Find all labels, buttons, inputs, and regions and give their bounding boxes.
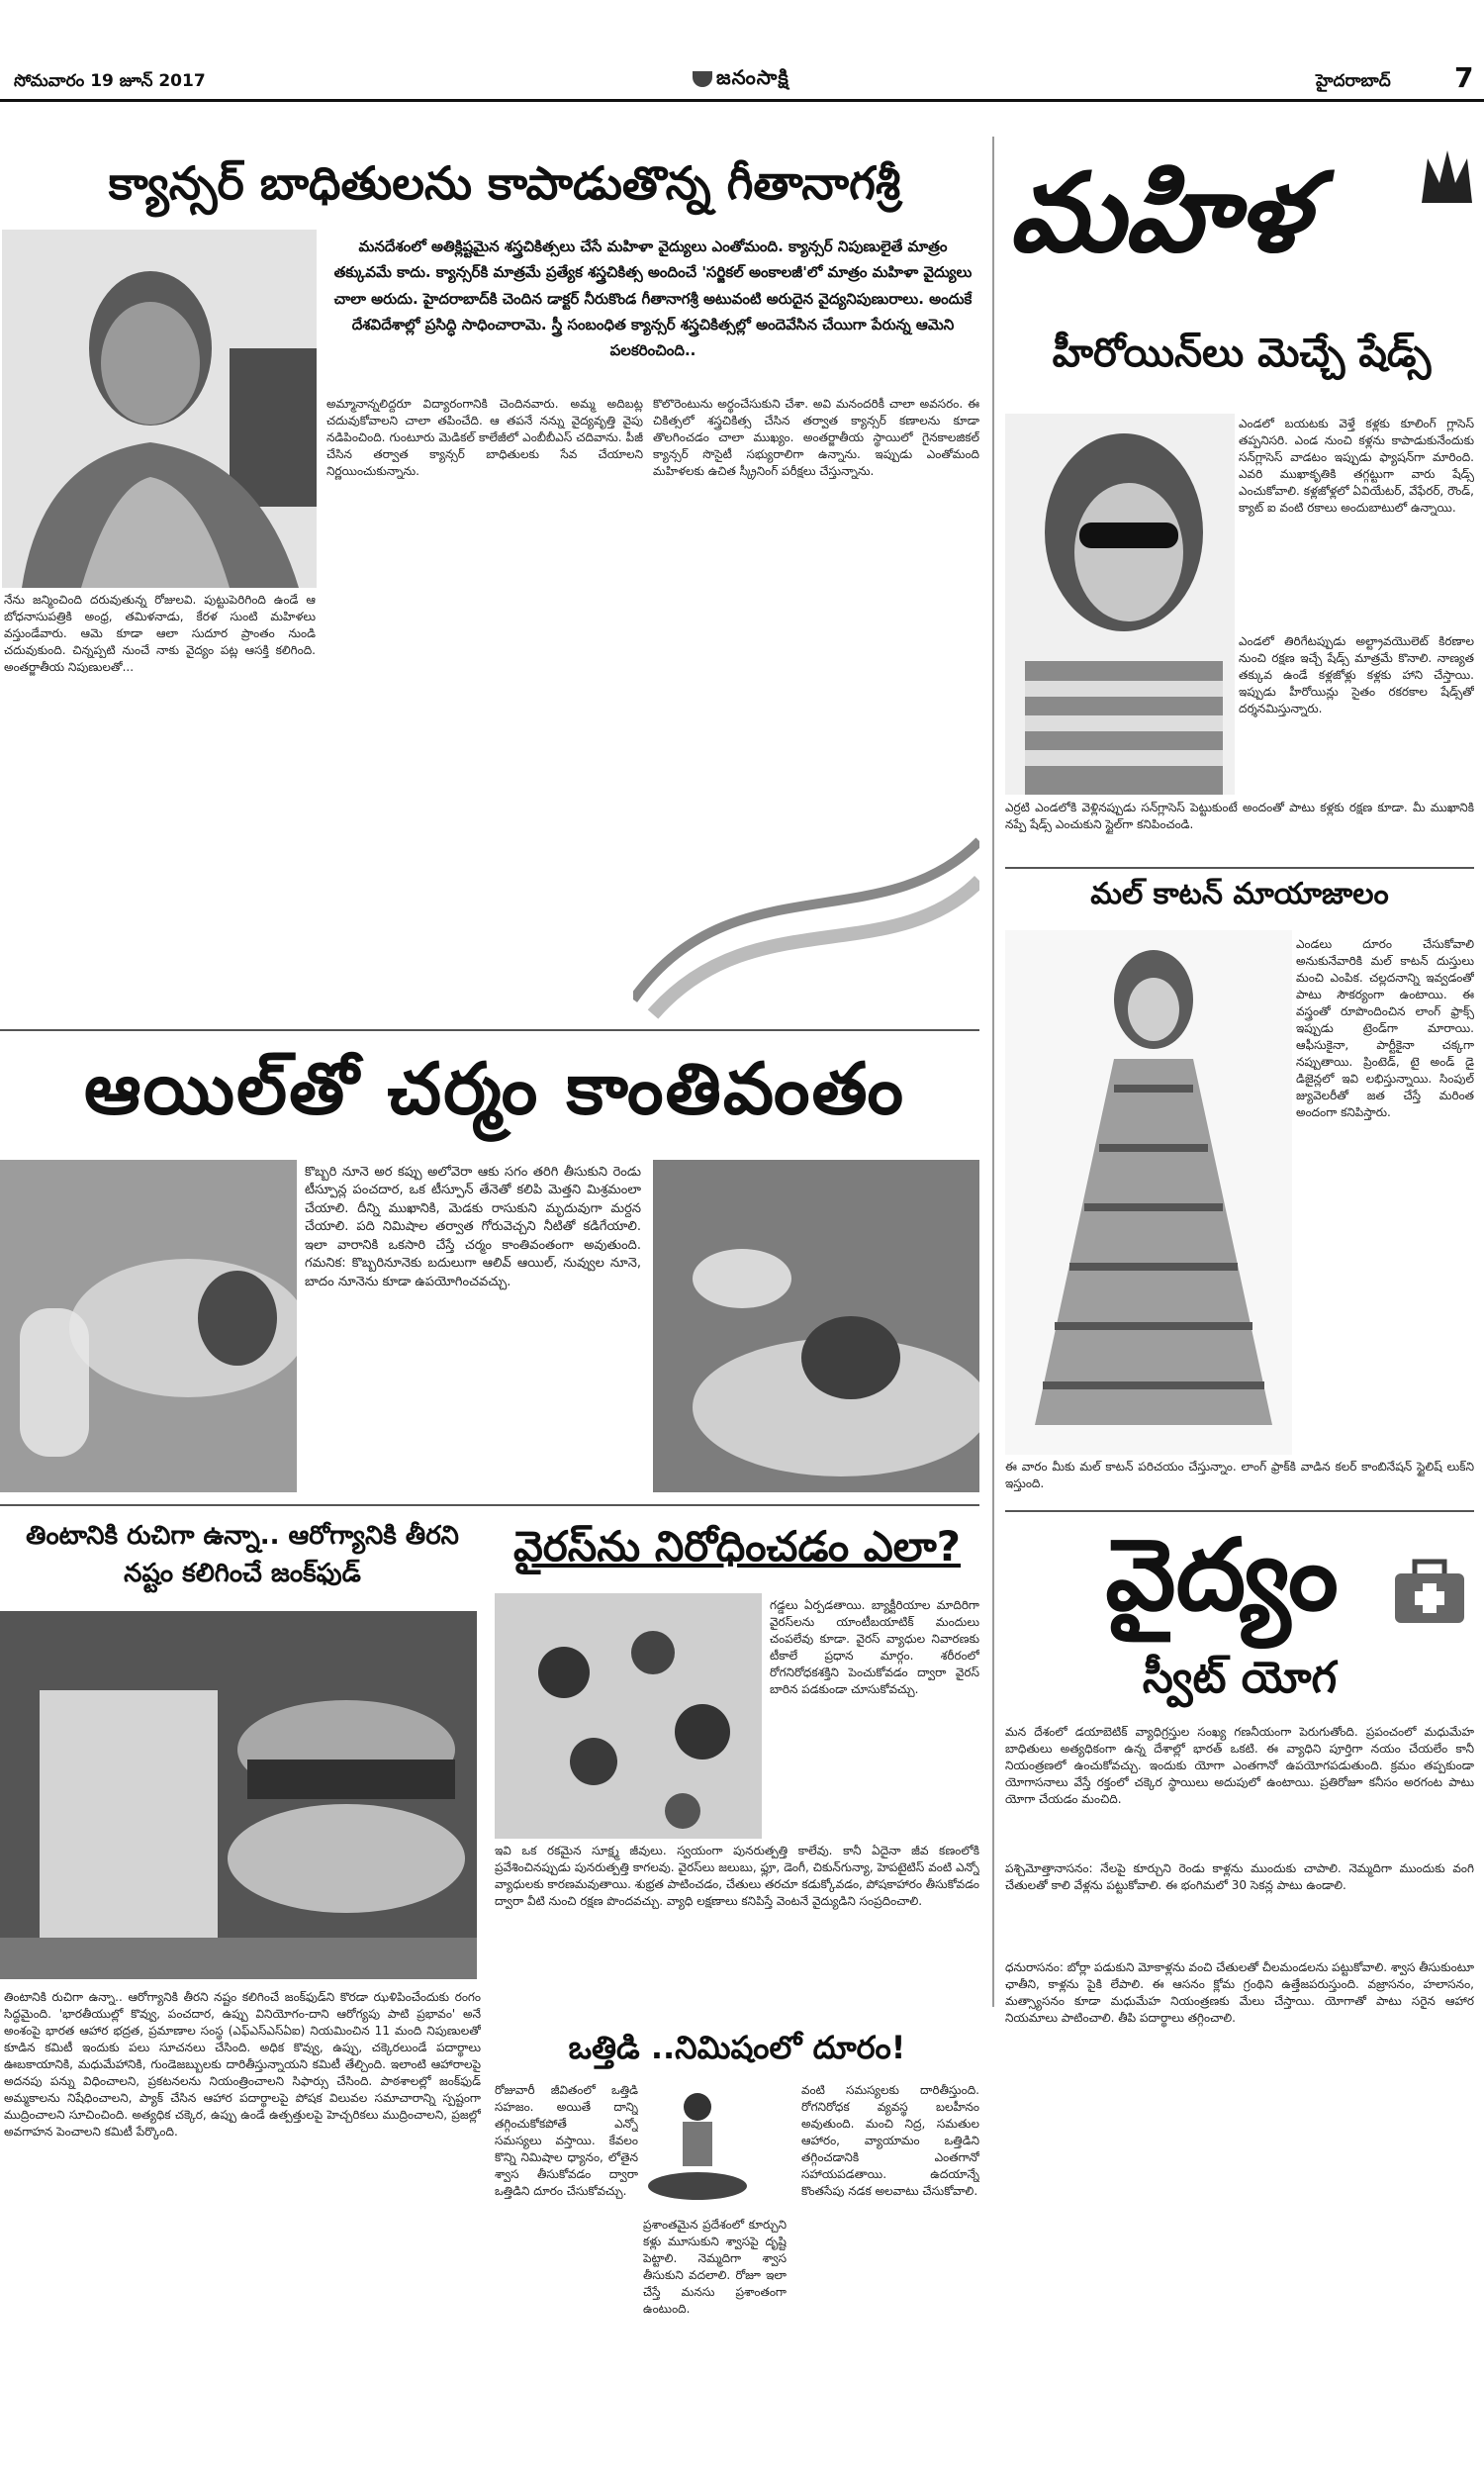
doctor-photo: [2, 230, 317, 588]
cancer-col-1: నేను జన్మించింది దరువుతున్న రోజులవి. పుట్టుపెరిగింది ఉండే ఆ బోధనాసుపత్రికి అంధ్ర, తమిళనాడు, కేరళ సుంటి మహిళలు వస్తుండేవారు. ఆమె కూడా ఆలా సుదూర ప్రాంతం నుండి చదువుకుంది. చిన్నప్పటి నుంచే నాకు వైద్యం పట్ల ఆసక్తి కలిగింది. అంతర్జాతీయ నిపుణులతో...: [4, 593, 316, 675]
mahila-rule: [1005, 867, 1474, 869]
newspaper-logo: జనంసాక్షి: [693, 65, 789, 94]
oil-bottom-rule: [0, 1504, 979, 1506]
mahila-headline: హీరోయిన్‌లు మెచ్చే షేడ్స్: [1052, 331, 1432, 376]
vaidyam-section-title: వైద్యం: [1105, 1516, 1339, 1633]
medical-kit-icon: [1385, 1544, 1474, 1633]
mahila-body: ఎండలో బయటకు వెళ్తే కళ్లకు కూలింగ్ గ్లాసెస్ తప్పనిసరి. ఎండ నుంచి కళ్లను కాపాడుకునేందుకు సన్‌గ్లాసెస్ వాడటం ఇప్పుడు ఫ్యాషన్‌గా మారింది. ఎవరి ముఖాకృతికి తగ్గట్టుగా వారు షేడ్స్ ఎంచుకోవాలి. కళ్లజోళ్లలో ఏవియేటర్, వేఫేరర్, రౌండ్, క్యాట్ ఐ వంటి రకాలు అందుబాటులో ఉన్నాయి.: [1239, 417, 1474, 516]
cancer-headline: క్యాన్సర్ బాధితులను కాపాడుతొన్న గీతానాగశ్రీ: [108, 156, 901, 210]
virus-body-right: గడ్డలు ఏర్పడతాయి. బ్యాక్టీరియాల మాదిరిగా వైరస్‌లను యాంటీబయాటిక్ మందులు చంపలేవు కూడా. వైరస్ వ్యాధుల నివారణకు టీకాలే ప్రధాన మార్గం. శరీరంలో రోగనిరోధకశక్తిని పెంచుకోవడం ద్వారా వైరస్ బారిన పడకుండా చూసుకోవచ్చు.: [770, 1598, 979, 1697]
mahila-section-title: మహిళ: [1009, 148, 1309, 276]
page-number: 7: [1454, 61, 1474, 94]
mulcotton-rule: [1005, 1510, 1474, 1512]
mulcotton-headline: మల్ కాటన్ మాయాజాలం: [1090, 877, 1389, 911]
stress-col-2: ప్రశాంతమైన ప్రదేశంలో కూర్చుని కళ్లు మూసుకుని శ్వాసపై దృష్టి పెట్టాలి. నెమ్మదిగా శ్వాస తీసుకుని వదలాలి. రోజూ ఇలా చేస్తే మనసు ప్రశాంతంగా ఉంటుంది.: [643, 2218, 787, 2317]
junk-headline: తింటానికి రుచిగా ఉన్నా.. ఆరోగ్యానికి తీరని నష్టం కలిగించే జంక్‌ఫుడ్: [26, 1521, 459, 1588]
oil-headline: ఆయిల్‌తో చర్మం కాంతివంతం: [83, 1047, 906, 1130]
mahila-tail: ఎర్రటి ఎండలోకి వెళ్లినప్పుడు సన్‌గ్లాసెస్ పెట్టుకుంటే అందంతో పాటు కళ్లకు రక్షణ కూడా. మీ ముఖానికి నప్పే షేడ్స్ ఎంచుకుని స్టైల్‌గా కనిపించండి.: [1005, 801, 1474, 832]
mulcotton-dress-photo: [1005, 930, 1292, 1455]
mulcotton-body: ఎండలు దూరం చేసుకోవాలి అనుకునేవారికి మల్ కాటన్ దుస్తులు మంచి ఎంపిక. చల్లదనాన్ని ఇవ్వడంతో పాటు సౌకర్యంగా ఉంటాయి. ఈ వస్త్రంతో రూపొందించిన లాంగ్ ఫ్రాక్స్ ఇప్పుడు ట్రెండ్‌గా మారాయి. ఆఫీసుకైనా, పార్టీకైనా చక్కగా నప్పుతాయి. ప్రింటెడ్, టై అండ్ డై డిజైన్లలో ఇవి లభిస్తున్నాయి. సింపుల్ జ్యువెలరీతో జత చేస్తే మరింత అందంగా కనిపిస్తారు.: [1296, 937, 1474, 1120]
crown-icon: [1420, 148, 1474, 208]
massage-photo-left: [0, 1160, 297, 1492]
decorative-swirl: [633, 821, 979, 1019]
vaidyam-body-2: పశ్చిమోత్తానాసనం: నేలపై కూర్చుని రెండు కాళ్లను ముందుకు చాపాలి. నెమ్మదిగా ముందుకు వంగి చేతులతో కాలి వేళ్లను పట్టుకోవాలి. ఈ భంగిమలో 30 సెకన్ల పాటు ఉండాలి.: [1005, 1861, 1474, 1893]
virus-body-left: ఇవి ఒక రకమైన సూక్ష్మ జీవులు. స్వయంగా పునరుత్పత్తి కాలేవు. కానీ ఏదైనా జీవ కణంలోకి ప్రవేశించినప్పుడు పునరుత్పత్తి కాగలవు. వైరస్‌లు జలుబు, ఫ్లూ, డెంగీ, చికున్‌గున్యా, హెపటైటిస్ వంటి ఎన్నో వ్యాధులకు కారణమవుతాయి. శుభ్రత పాటించడం, చేతులు తరచూ కడుక్కోవడం, పోషకాహారం తీసుకోవడం ద్వారా వీటి నుంచి రక్షణ పొందవచ్చు. వ్యాధి లక్షణాలు కనిపిస్తే వెంటనే వైద్యుడిని సంప్రదించాలి.: [495, 1844, 979, 1909]
massage-photo-right: [653, 1160, 979, 1492]
junk-food-photo: [0, 1611, 477, 1979]
header-rule: [0, 99, 1484, 102]
column-divider: [992, 137, 994, 2007]
cancer-col-2: అమ్మానాన్నలిద్దరూ విద్యారంగానికి చెందినవారు. అమ్మ అదిబట్ల చదువుకోవాలని చాలా తపించేది. ఆ తపనే నన్ను వైద్యవృత్తి వైపు నడిపించింది. గుంటూరు మెడికల్ కాలేజీలో ఎంబీబీఎస్ చదివాను. పీజీ చేసిన తర్వాత క్యాన్సర్ బాధితులకు సేవ చేయాలని నిర్ణయించుకున్నాను.: [326, 397, 643, 479]
yoga-woman-photo: [643, 2082, 752, 2211]
cancer-bottom-rule: [0, 1029, 979, 1031]
cancer-col-3: కొలొరెంటును అర్థంచేసుకుని చేశా. అవి మనందరికీ చాలా అవసరం. ఈ చికిత్సలో శస్త్రచికిత్స చేసిన తర్వాత క్యాన్సర్ కణాలను కూడా తొలగించడం చాలా ముఖ్యం. అంతర్జాతీయ స్థాయిలో గైనకాలజికల్ క్యాన్సర్ సొసైటీ సభ్యురాలిగా ఉన్నాను. ఇప్పుడు ఎంతోమంది మహిళలకు ఉచిత స్క్రీనింగ్ పరీక్షలు చేస్తున్నాను.: [653, 397, 979, 479]
mahila-body-2: ఎండలో తిరిగేటప్పుడు అల్ట్రావయొలెట్ కిరణాల నుంచి రక్షణ ఇచ్చే షేడ్స్ మాత్రమే కొనాలి. నాణ్యత తక్కువ ఉండే కళ్లజోళ్లు కళ్లకు హాని చేస్తాయి. ఇప్పుడు హీరోయిన్లు సైతం రకరకాల షేడ్స్‌తో దర్శనమిస్తున్నారు.: [1239, 634, 1474, 716]
stress-col-3: వంటి సమస్యలకు దారితీస్తుంది. రోగనిరోధక వ్యవస్థ బలహీనం అవుతుంది. మంచి నిద్ర, సమతుల ఆహారం, వ్యాయామం ఒత్తిడిని తగ్గించడానికి ఎంతగానో సహాయపడతాయి. ఉదయాన్నే కొంతసేపు నడక అలవాటు చేసుకోవాలి.: [801, 2083, 979, 2199]
edition-city: హైదరాబాద్: [1316, 71, 1391, 91]
vaidyam-body: మన దేశంలో డయాబెటిక్ వ్యాధిగ్రస్తుల సంఖ్య గణనీయంగా పెరుగుతోంది. ప్రపంచంలో మధుమేహ బాధితులు అత్యధికంగా ఉన్న దేశాల్లో భారత్ ఒకటి. ఈ వ్యాధిని పూర్తిగా నయం చేయలేం కానీ నియంత్రణలో ఉంచుకోవచ్చు. ఇందుకు యోగా ఎంతగానో ఉపయోగపడుతుంది. క్రమం తప్పకుండా యోగాసనాలు వేస్తే రక్తంలో చక్కెర స్థాయిలు అదుపులో ఉంటాయి. ప్రతిరోజూ కనీసం అరగంట పాటు యోగా చేయడం మంచిది.: [1005, 1725, 1474, 1807]
heroine-shades-photo: [1005, 414, 1235, 795]
junk-body: తింటానికి రుచిగా ఉన్నా.. ఆరోగ్యానికి తీరని నష్టం కలిగించే జంక్‌ఫుడ్‌ని కొరడా ఝళిపించేందుకు రంగం సిద్ధమైంది. 'భారతీయుల్లో కొవ్వు, పంచదార, ఉప్పు వినియోగం-దాని ఆరోగ్యపు పాటి ప్రభావం' అనే అంశంపై భారత ఆహార భద్రత, ప్రమాణాల సంస్థ (ఎఫ్ఎస్ఎస్ఏఐ) నియమించిన 11 మంది నిపుణులతో కూడిన కమిటీ ఇందుకు పలు సూచనలు చేసింది. అధిక కొవ్వు, ఉప్పు, చక్కెరలుండే పదార్థాలు ఊబకాయానికి, మధుమేహానికి, గుండెజబ్బులకు దారితీస్తున్నాయని కమిటీ తేల్చింది. ఇలాంటి ఆహారాలపై అదనపు పన్ను విధించాలని, ప్రకటనలను నియంత్రించాలని సిఫార్సు చేసింది. పాఠశాలల్లో జంక్‌ఫుడ్ అమ్మకాలను నిషేధించాలని, ప్యాక్ చేసిన ఆహార పదార్థాలపై పోషక విలువల సమాచారాన్ని స్పష్టంగా ముద్రించాలని సూచించింది. అత్యధిక చక్కెర, ఉప్పు ఉండే ఉత్పత్తులపై హెచ్చరికలు ముద్రించాలని, ప్రజల్లో అవగాహన పెంచాలని కమిటీ పేర్కొంది.: [4, 1990, 481, 2140]
virus-photo: [495, 1593, 762, 1839]
oil-body: కొబ్బరి నూనె అర కప్పు అలోవెరా ఆకు సగం తరిగి తీసుకుని రెండు టీస్పూన్ల పంచదార, ఒక టీస్పూన్ తేనెతో కలిపి మెత్తని మిశ్రమంలా చేయాలి. దీన్ని ముఖానికి, మెడకు రాసుకుని మృదువుగా మర్దన చేయాలి. పది నిమిషాల తర్వాత గోరువెచ్చని నీటితో కడిగేయాలి. ఇలా వారానికి ఒకసారి చేస్తే చర్మం కాంతివంతంగా అవుతుంది. గమనిక: కొబ్బరినూనెకు బదులుగా ఆలివ్ ఆయిల్, నువ్వుల నూనె, బాదం నూనెను కూడా ఉపయోగించవచ్చు.: [305, 1165, 641, 1289]
stress-headline: ఒత్తిడి ..నిమిషంలో దూరం!: [568, 2029, 906, 2066]
virus-headline: వైరస్‌ను నిరోధించడం ఎలా?: [512, 1522, 962, 1570]
cancer-intro: మనదేశంలో అతిక్లిష్టమైన శస్త్రచికిత్సలు చేసే మహిళా వైద్యులు ఎంతోమంది. క్యాన్సర్ నిపుణులైతే మాత్రం తక్కువమే కాదు. క్యాన్సర్‌కి మాత్రమే ప్రత్యేక శస్త్రచికిత్స అందించే 'సర్జికల్ అంకాలజీ'లో మాత్రం మహిళా వైద్యులు చాలా అరుదు. హైదరాబాద్‌కి చెందిన డాక్టర్ నీరుకొండ గీతానాగశ్రీ అటువంటి అరుదైన వైద్యనిపుణురాలు. అందుకే దేశవిదేశాల్లో ప్రసిద్ధి సాధించారామె. స్త్రీ సంబంధిత క్యాన్సర్ శస్త్రచికిత్సల్లో అందెవేసిన చేయిగా పేరున్న ఆమెని పలకరించింది..: [333, 238, 973, 359]
logo-icon: [693, 71, 712, 87]
stress-col-1: రోజువారీ జీవితంలో ఒత్తిడి సహజం. అయితే దాన్ని తగ్గించుకోకపోతే ఎన్నో సమస్యలు వస్తాయి. కేవలం కొన్ని నిమిషాల ధ్యానం, లోతైన శ్వాస తీసుకోవడం ద్వారా ఒత్తిడిని దూరం చేసుకోవచ్చు.: [495, 2083, 638, 2199]
issue-date: సోమవారం 19 జూన్ 2017: [14, 71, 206, 91]
vaidyam-headline: స్వీట్ యోగ: [1142, 1653, 1338, 1703]
vaidyam-body-3: ధనురాసనం: బోర్లా పడుకుని మోకాళ్లను వంచి చేతులతో చీలమండలను పట్టుకోవాలి. శ్వాస తీసుకుంటూ ఛాతీని, కాళ్లను పైకి లేపాలి. ఈ ఆసనం క్లోమ గ్రంథిని ఉత్తేజపరుస్తుంది. వజ్రాసనం, హలాసనం, మత్స్యాసనం కూడా మధుమేహ నియంత్రణకు మేలు చేస్తాయి. యోగాతో పాటు సరైన ఆహార నియమాలు పాటించాలి. తీపి పదార్థాలు తగ్గించాలి.: [1005, 1960, 1474, 2026]
mulcotton-caption: ఈ వారం మీకు మల్ కాటన్ పరిచయం చేస్తున్నాం. లాంగ్ ఫ్రాక్‌కి వాడిన కలర్ కాంబినేషన్ స్టైలిష్ లుక్‌ని ఇస్తుంది.: [1005, 1460, 1474, 1491]
